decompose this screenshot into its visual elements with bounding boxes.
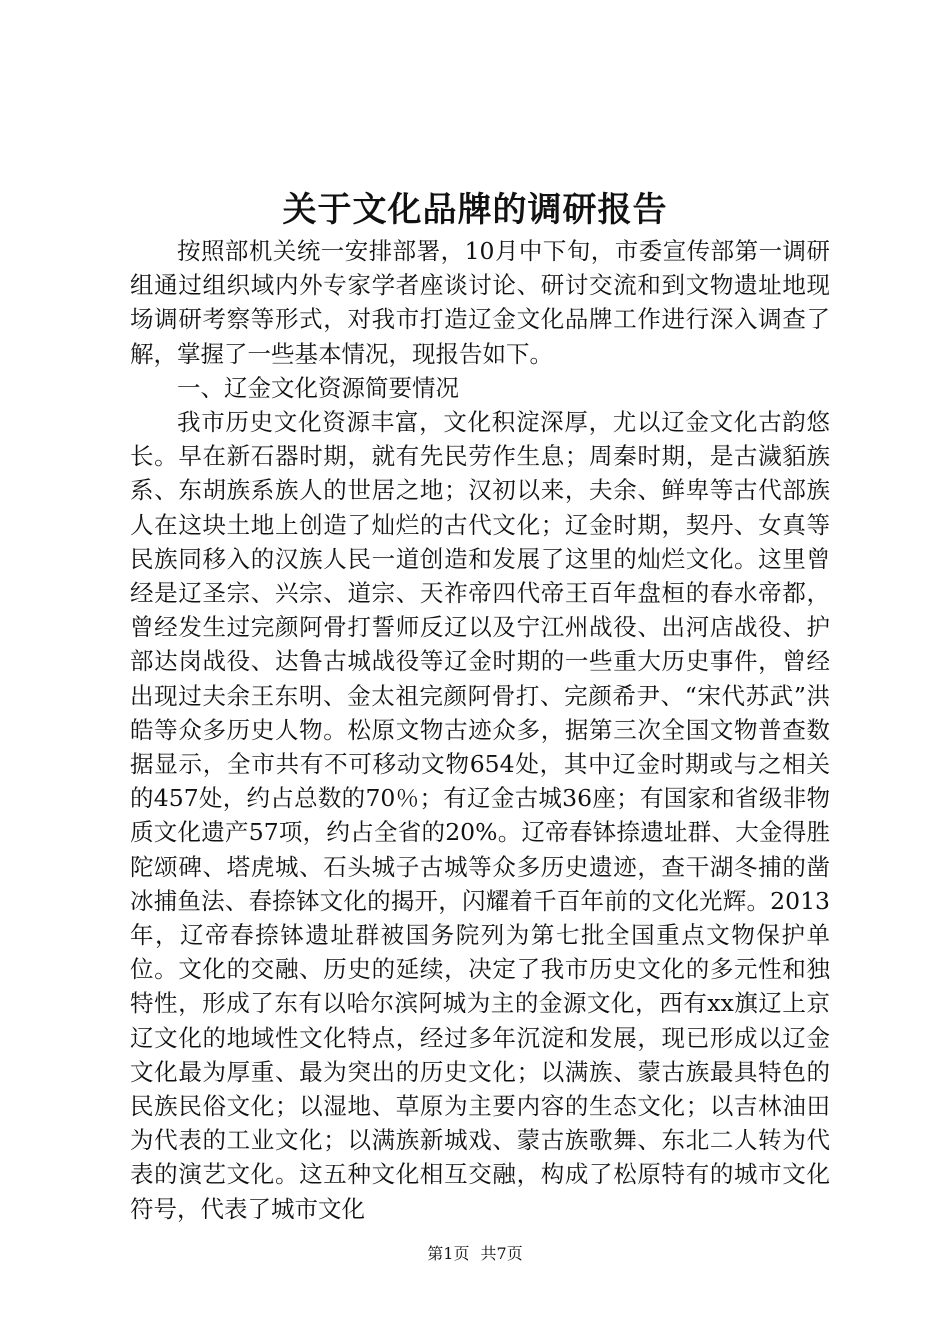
intro-paragraph: 按照部机关统一安排部署，10月中下旬，市委宣传部第一调研组通过组织域内外专家学者座谈讨论、研讨交流和到文物遗址地现场调研考察等形式，对我市打造辽金文化品牌工作进行深入调查了解，掌握了一些基本情况，现报告如下。 xyxy=(130,237,830,368)
page-footer: 第1页 共7页 xyxy=(427,1244,523,1263)
section-heading: 一、辽金文化资源简要情况 xyxy=(177,373,459,402)
document-title: 关于文化品牌的调研报告 xyxy=(282,190,668,230)
document-body xyxy=(130,234,830,1226)
section-paragraph: 我市历史文化资源丰富，文化积淀深厚，尤以辽金文化古韵悠长。早在新石器时期，就有先民劳作生息；周秦时期，是古濊貊族系、东胡族系族人的世居之地；汉初以来，夫余、鲜卑等古代部族人在这块土地上创造了灿烂的古代文化；辽金时期，契丹、女真等民族同移入的汉族人民一道创造和发展了这里的灿烂文化。这里曾经是辽圣宗、兴宗、道宗、天祚帝四代帝王百年盘桓的春水帝都，曾经发生过完颜阿骨打誓师反辽以及宁江州战役、出河店战役、护部达岗战役、达鲁古城战役等辽金时期的一些重大历史事件，曾经出现过夫余王东明、金太祖完颜阿骨打、完颜希尹、“宋代苏武”洪皓等众多历史人物。松原文物古迹众多，据第三次全国文物普查数据显示，全市共有不可移动文物654处，其中辽金时期或与之相关的457处，约占总数的70％；有辽金古城36座；有国家和省级非物质文化遗产57项，约占全省的20%。辽帝春钵捺遗址群、大金得胜陀颂碑、塔虎城、石头城子古城等众多历史遗迹，查干湖冬捕的凿冰捕鱼法、春捺钵文化的揭开，闪耀着千百年前的文化光辉。2013年，辽帝春捺钵遗址群被国务院列为第七批全国重点文物保护单位。文化的交融、历史的延续，决定了我市历史文化的多元性和独特性，形成了东有以哈尔滨阿城为主的金源文化，西有xx旗辽上京辽文化的地域性文化特点，经过多年沉淀和发展，现已形成以辽金文化最为厚重、最为突出的历史文化；以满族、蒙古族最具特色的民族民俗文化；以湿地、草原为主要内容的生态文化；以吉林油田为代表的工业文化；以满族新城戏、蒙古族歌舞、东北二人转为代表的演艺文化。这五种文化相互交融，构成了松原特有的城市文化符号，代表了城市文化 xyxy=(130,408,830,1223)
